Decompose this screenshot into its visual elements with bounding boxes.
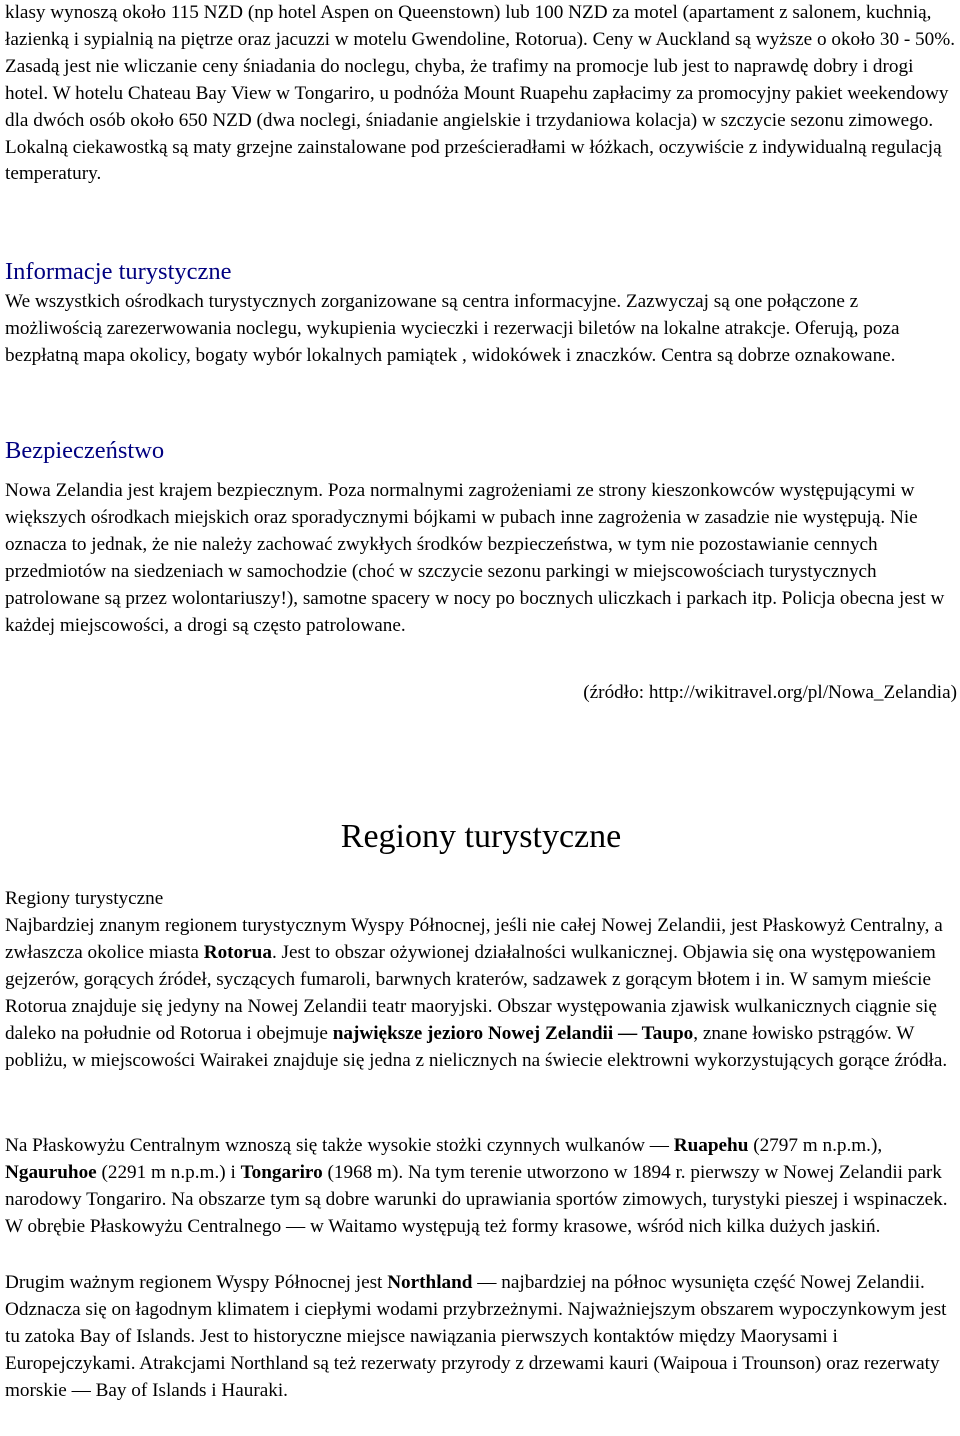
section-heading-safety: Bezpieczeństwo (5, 437, 165, 464)
bold-rotorua: Rotorua (203, 941, 272, 963)
bold-northland: Northland (387, 1272, 473, 1293)
text-run: Drugim ważnym regionem Wyspy Północnej jest (5, 1272, 388, 1293)
safety-paragraph: Nowa Zelandia jest krajem bezpiecznym. Poza normalnymi zagrożeniami ze strony kieszonkowców występującymi w większych ośrodkach miejskich oraz sporadycznymi bójkami w pubach inne zagrożenia w zasadzie nie występują. Nie oznacza to jednak, że nie należy zachować zwykłych środków bezpieczeństwa, w tym nie pozostawianie cennych przedmiotów na siedzeniach w samochodzie (choć w szczycie sezonu parkingi w miejscowościach turystycznych patrolowane są przez wolontariuszy!), samotne spacery w nocy po bocznych uliczkach i parkach itp. Policja obecna jest w każdej miejscowości, a drogi są często patrolowane. (5, 480, 945, 636)
text-run: (2797 m n.p.m.), (748, 1135, 883, 1156)
regions-paragraph-northland (5, 1270, 957, 1405)
bold-taupo: największe jezioro Nowej Zelandii — Taupo (332, 1022, 694, 1044)
chapter-title: Regiony turystyczne (340, 818, 622, 855)
regions-paragraph-volcanoes (5, 1133, 957, 1241)
bold-ngauruhoe: Ngauruhoe (5, 1161, 97, 1183)
regions-paragraph-central-plateau (5, 913, 957, 1074)
text-run: , znane łowisko pstrągów. W pobliżu, w miejscowości Wairakei znajduje się jedna z nielicznych na świecie elektrowni wykorzystujących gorące źródła. (5, 1022, 948, 1071)
text-run: — najbardziej na północ wysunięta część Nowej Zelandii. Odznacza się on łagodnym klimatem i ciepłymi wodami przybrzeżnymi. Najważniejszym obszarem wypoczynkowym jest tu zatoka Bay of Islands. Jest to historyczne miejsce nawiązania pierwszych kontaktów między Maorysami i Europejczykami. Atrakcjami Northland są też rezerwaty przyrody z drzewami kauri (Waipoua i Trounson) oraz rezerwaty morskie — Bay of Islands i Hauraki. (5, 1272, 947, 1401)
bold-ruapehu: Ruapehu (673, 1135, 749, 1156)
text-run: Na Płaskowyżu Centralnym wznoszą się także wysokie stożki czynnych wulkanów — (5, 1135, 674, 1156)
text-run: (1968 m). Na tym terenie utworzono w 1894 r. pierwszy w Nowej Zelandii park narodowy Tongariro. Na obszarze tym są dobre warunki do uprawiania sportów zimowych, turystyki pieszej i wspinaczek. W obrębie Płaskowyżu Centralnego — w Waitamo występują też formy krasowe, wśród nich kilka dużych jaskiń. (5, 1161, 948, 1237)
section-heading-tourist-info: Informacje turystyczne (5, 258, 232, 285)
regions-subheading: Regiony turystyczne (5, 888, 164, 909)
tourist-info-paragraph: We wszystkich ośrodkach turystycznych zorganizowane są centra informacyjne. Zazwyczaj są one połączone z możliwością zarezerwowania noclegu, wykupienia wycieczki i rezerwacji biletów na lokalne atrakcje. Oferują, poza bezpłatną mapa okolicy, bogaty wybór lokalnych pamiątek , widokówek i znaczków. Centra są dobrze oznakowane. (5, 291, 900, 366)
text-run: (2291 m n.p.m.) i (96, 1161, 241, 1183)
source-citation: (źródło: http://wikitravel.org/pl/Nowa_Zelandia) (583, 682, 957, 703)
bold-tongariro: Tongariro (240, 1161, 323, 1183)
text-run: Najbardziej znanym regionem turystycznym Wyspy Północnej, jeśli nie całej Nowej Zelandii, jest Płaskowyż Centralny, a zwłaszcza okolice miasta (5, 915, 943, 963)
text-run: . Jest to obszar ożywionej działalności wulkanicznej. Objawia się ona występowaniem gejzerów, gorących źródeł, syczących fumaroli, barwnych kraterów, sadzawek z gorącym błotem i in. W samym mieście Rotorua znajduje się jedyny na Nowej Zelandii teatr maoryjski. Obszar występowania zjawisk wulkanicznych ciągnie się daleko na południe od Rotorua i obejmuje (5, 941, 937, 1044)
intro-paragraph: klasy wynoszą około 115 NZD (np hotel Aspen on Queenstown) lub 100 NZD za motel (apartament z salonem, kuchnią, łazienką i sypialnią na piętrze oraz jacuzzi w motelu Gwendoline, Rotorua). Ceny w Auckland są wyższe o około 30 - 50%. Zasadą jest nie wliczanie ceny śniadania do noclegu, chyba, że trafimy na promocje lub jest to naprawdę dobry i drogi hotel. W hotelu Chateau Bay View w Tongariro, u podnóża Mount Ruapehu zapłacimy za promocyjny pakiet weekendowy dla dwóch osób około 650 NZD (dwa noclegi, śniadanie angielskie i trzydaniowa kolacja) w szczycie sezonu zimowego. Lokalną ciekawostką są maty grzejne zainstalowane pod prześcieradłami w łóżkach, oczywiście z indywidualną regulacją temperatury. (5, 2, 956, 185)
